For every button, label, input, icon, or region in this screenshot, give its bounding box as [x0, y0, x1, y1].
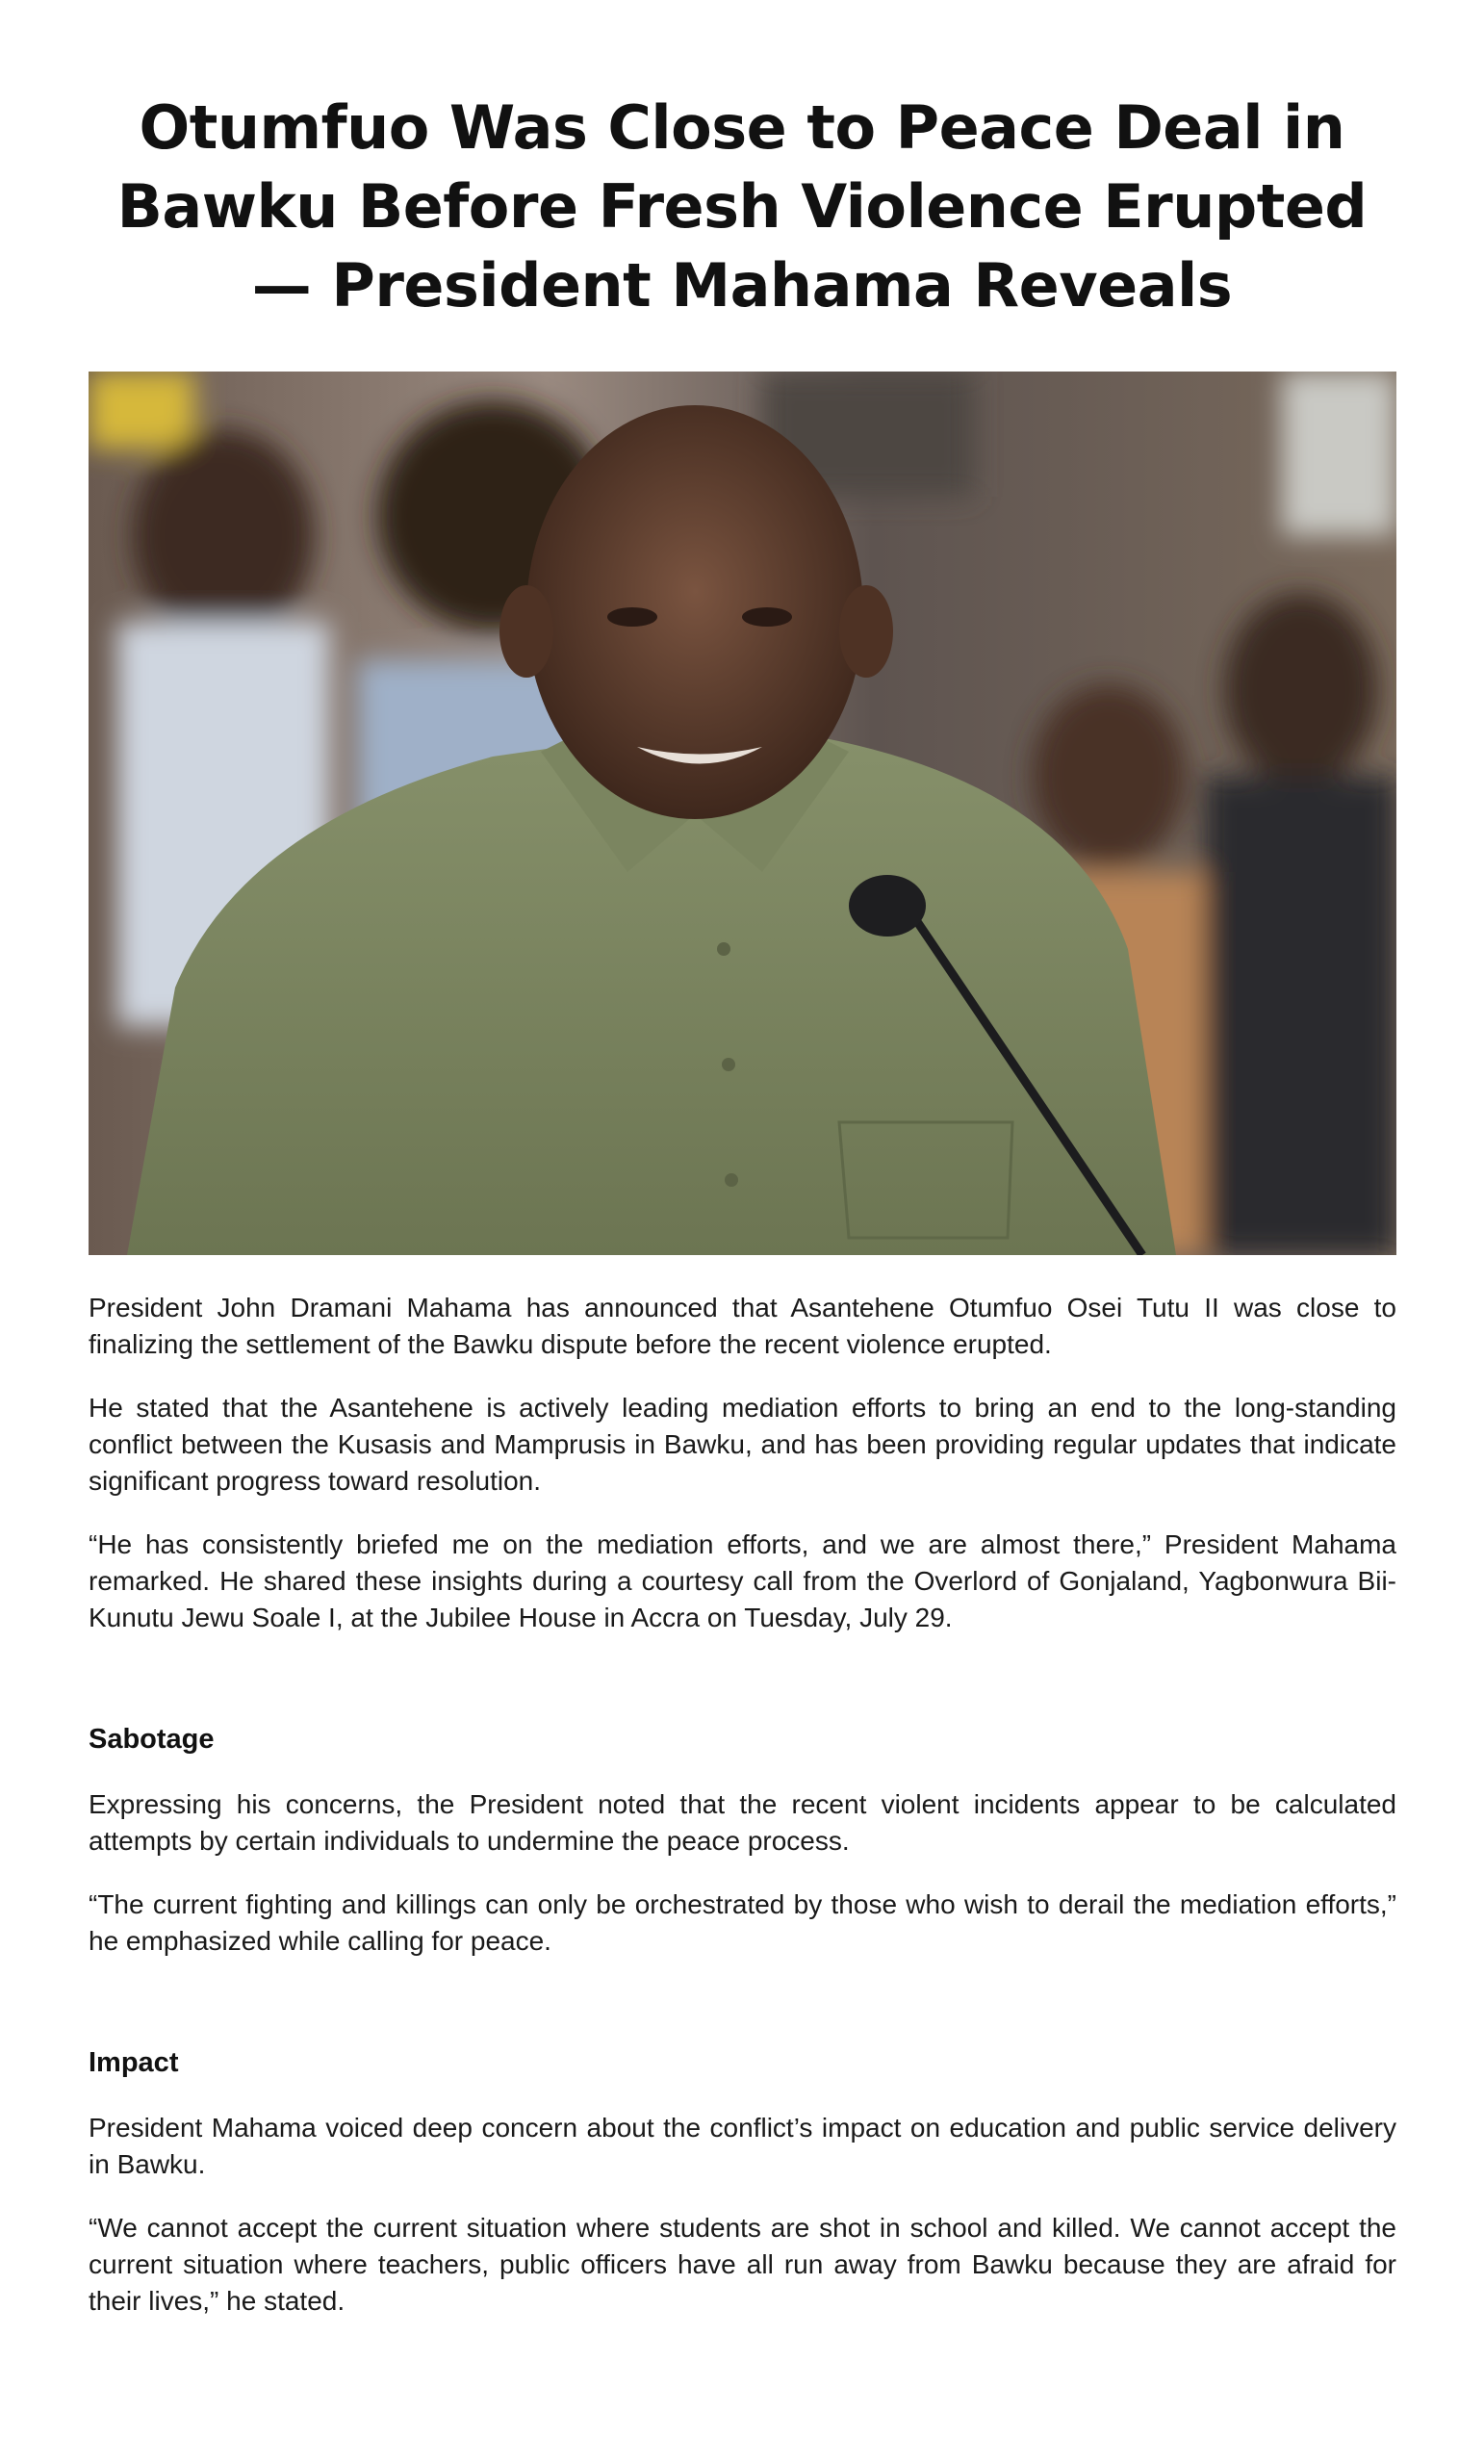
article-paragraph: “We cannot accept the current situation where students are shot in school and killed. We cannot accept the current situation where teachers, public officers have all run away from Bawku because they are afraid for their lives,” he stated.: [89, 2213, 1396, 2316]
headline-line: — President Mahama Reveals: [251, 250, 1233, 321]
article-body: [89, 1290, 1396, 2347]
section-spacer: [89, 1663, 1396, 1721]
section-spacer: [89, 1987, 1396, 2044]
article-paragraph: Expressing his concerns, the President noted that the recent violent incidents appear to be calculated attempts by certain individuals to undermine the peace process.: [89, 1789, 1396, 1856]
article-paragraph: “He has consistently briefed me on the mediation efforts, and we are almost there,” President Mahama remarked. He shared these insights during a courtesy call from the Overlord of Gonjaland, Yagbonwura Bii-Kunutu Jewu Soale I, at the Jubilee House in Accra on Tuesday, July 29.: [89, 1529, 1396, 1632]
article-headline: [87, 89, 1397, 325]
article-paragraph: “The current fighting and killings can only be orchestrated by those who wish to derail the mediation efforts,” he emphasized while calling for peace.: [89, 1889, 1396, 1956]
section-heading-impact: Impact: [89, 2047, 179, 2078]
photo-of-speaker-at-microphone-icon: [89, 372, 1396, 1255]
section-heading-sabotage: Sabotage: [89, 1724, 215, 1755]
article-paragraph: President John Dramani Mahama has announced that Asantehene Otumfuo Osei Tutu II was close to finalizing the settlement of the Bawku dispute before the recent violence erupted.: [89, 1293, 1396, 1359]
article-paragraph: He stated that the Asantehene is actively leading mediation efforts to bring an end to the long-standing conflict between the Kusasis and Mamprusis in Bawku, and has been providing regular updates that indicate significant progress toward resolution.: [89, 1393, 1396, 1496]
headline-line: Bawku Before Fresh Violence Erupted: [116, 171, 1368, 242]
headline-line: Otumfuo Was Close to Peace Deal in: [139, 92, 1345, 163]
article-paragraph: President Mahama voiced deep concern about the conflict’s impact on education and public service delivery in Bawku.: [89, 2113, 1396, 2179]
article-photo: [89, 372, 1396, 1255]
